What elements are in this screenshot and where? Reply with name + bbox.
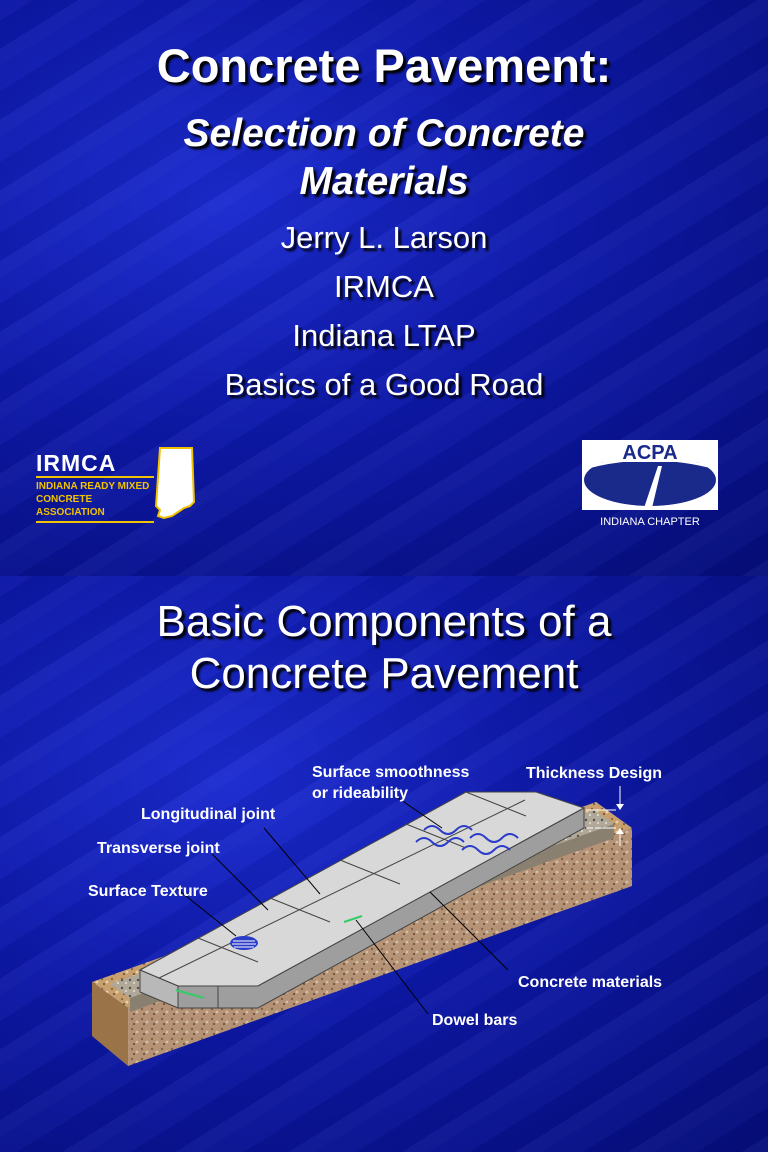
course-name: Basics of a Good Road [224, 367, 544, 402]
subtitle-line-1: Selection of Concrete [183, 112, 585, 155]
slide-title: Concrete Pavement: [156, 39, 612, 92]
label-surface-smoothness-2: or rideability [312, 785, 409, 802]
irmca-logo-subtitle [36, 476, 154, 523]
acpa-chapter-label: INDIANA CHAPTER [600, 516, 700, 528]
organization-ltap: Indiana LTAP [292, 318, 476, 353]
irmca-logo-line-1: INDIANA READY MIXED [36, 481, 150, 492]
indiana-state-icon [154, 446, 198, 520]
irmca-logo [36, 446, 198, 520]
leader-line [264, 828, 320, 894]
slide-title [0, 596, 768, 700]
acpa-road-icon [582, 440, 718, 510]
thickness-arrowhead [616, 804, 624, 810]
title-line-2: Concrete Pavement [189, 649, 579, 698]
leader-line [212, 854, 268, 910]
label-transverse-joint: Transverse joint [97, 840, 220, 857]
title-line-1: Basic Components of a [156, 597, 612, 646]
author-name: Jerry L. Larson [280, 220, 488, 255]
label-concrete-materials: Concrete materials [518, 974, 663, 991]
slide-subtitle [0, 110, 768, 206]
acpa-logo [582, 440, 718, 510]
irmca-logo-line-2: CONCRETE ASSOCIATION [36, 494, 105, 518]
components-slide [0, 576, 768, 1152]
subtitle-line-2: Materials [299, 160, 469, 203]
pavement-diagram [0, 746, 768, 1152]
irmca-logo-name: IRMCA [36, 450, 117, 476]
label-surface-texture: Surface Texture [88, 883, 208, 900]
label-thickness-design: Thickness Design [526, 765, 663, 782]
label-longitudinal-joint: Longitudinal joint [141, 806, 276, 823]
label-dowel-bars: Dowel bars [432, 1012, 518, 1029]
label-surface-smoothness-1: Surface smoothness [312, 764, 470, 781]
acpa-logo-name: ACPA [622, 442, 678, 464]
organization-irmca: IRMCA [334, 269, 434, 304]
surface-texture-marker [230, 936, 258, 950]
